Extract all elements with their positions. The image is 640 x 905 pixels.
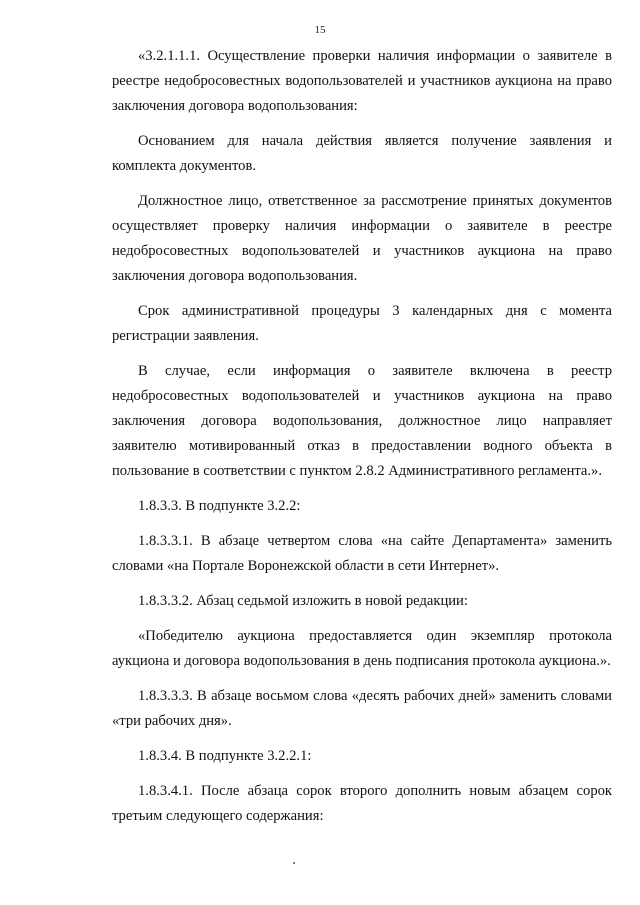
scan-speck — [293, 862, 295, 864]
document-body — [112, 44, 612, 839]
paragraph-1-8-3-4: 1.8.3.4. В подпункте 3.2.2.1: — [138, 748, 312, 764]
paragraph-procedure-term: Срок административной процедуры 3 календарных дня с момента регистрации заявления. — [112, 303, 612, 344]
paragraph-basis: Основанием для начала действия является получение заявления и комплекта документов. — [112, 133, 612, 174]
paragraph-auction-winner: «Победителю аукциона предоставляется один экземпляр протокола аукциона и договора водопользования в день подписания протокола аукциона.». — [112, 628, 612, 669]
paragraph-3-2-1-1-1: «3.2.1.1.1. Осуществление проверки наличия информации о заявителе в реестре недобросовестных водопользователей и участников аукциона на право заключения договора водопользования: — [112, 48, 612, 114]
paragraph-1-8-3-3-1: 1.8.3.3.1. В абзаце четвертом слова «на сайте Департамента» заменить словами «на Портале Воронежской области в сети Интернет». — [112, 533, 612, 574]
paragraph-1-8-3-3-3: 1.8.3.3.3. В абзаце восьмом слова «десять рабочих дней» заменить словами «три рабочих дня». — [112, 688, 612, 729]
page-number: 15 — [314, 24, 326, 36]
paragraph-official-check: Должностное лицо, ответственное за рассмотрение принятых документов осуществляет проверку наличия информации о заявителе в реестре недобросовестных водопользователей и участников аукциона на право заключения договора водопользования. — [112, 193, 612, 284]
paragraph-refusal-case: В случае, если информация о заявителе включена в реестр недобросовестных водопользователей и участников аукциона на право заключения договора водопользования, должностное лицо направляет заявителю мотивированный отказ в предоставлении водного объекта в пользование в соответствии с пунктом 2.8.2 Административного регламента.». — [112, 363, 612, 479]
paragraph-1-8-3-4-1: 1.8.3.4.1. После абзаца сорок второго дополнить новым абзацем сорок третьим следующего содержания: — [112, 783, 612, 824]
paragraph-1-8-3-3-2: 1.8.3.3.2. Абзац седьмой изложить в новой редакции: — [138, 593, 468, 609]
paragraph-1-8-3-3: 1.8.3.3. В подпункте 3.2.2: — [138, 498, 301, 514]
